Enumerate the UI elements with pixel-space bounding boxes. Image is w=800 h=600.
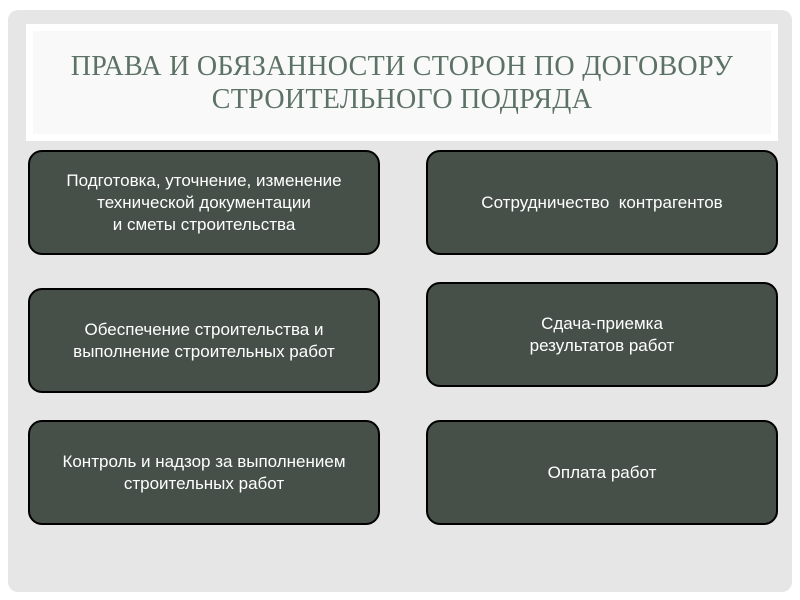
box-control-line-2: строительных работ [123,473,285,493]
box-construction-support-line-1: Обеспечение строительства и [84,319,324,339]
box-payment [426,420,778,525]
box-control [28,420,380,525]
box-construction-support-line-2: выполнение строительных работ [73,341,335,361]
title-line-2: СТРОИТЕЛЬНОГО ПОДРЯДА [211,83,593,115]
box-documentation-line-1: Подготовка, уточнение, изменение [66,170,342,190]
box-documentation-line-2: технической документации [97,192,311,212]
slide [8,10,792,592]
box-cooperation-line-1: Сотрудничество контрагентов [481,192,723,212]
title-box [26,24,778,141]
box-payment-line-1: Оплата работ [547,462,657,482]
title-line-1: ПРАВА И ОБЯЗАННОСТИ СТОРОН ПО ДОГОВОРУ [70,50,734,82]
box-construction-support [28,288,380,393]
box-documentation-line-3: и сметы строительства [112,214,296,234]
box-acceptance-line-2: результатов работ [529,335,675,355]
box-cooperation [426,150,778,255]
box-acceptance [426,282,778,387]
box-acceptance-line-1: Сдача-приемка [541,313,663,333]
box-documentation [28,150,380,255]
box-control-line-1: Контроль и надзор за выполнением [62,451,346,471]
